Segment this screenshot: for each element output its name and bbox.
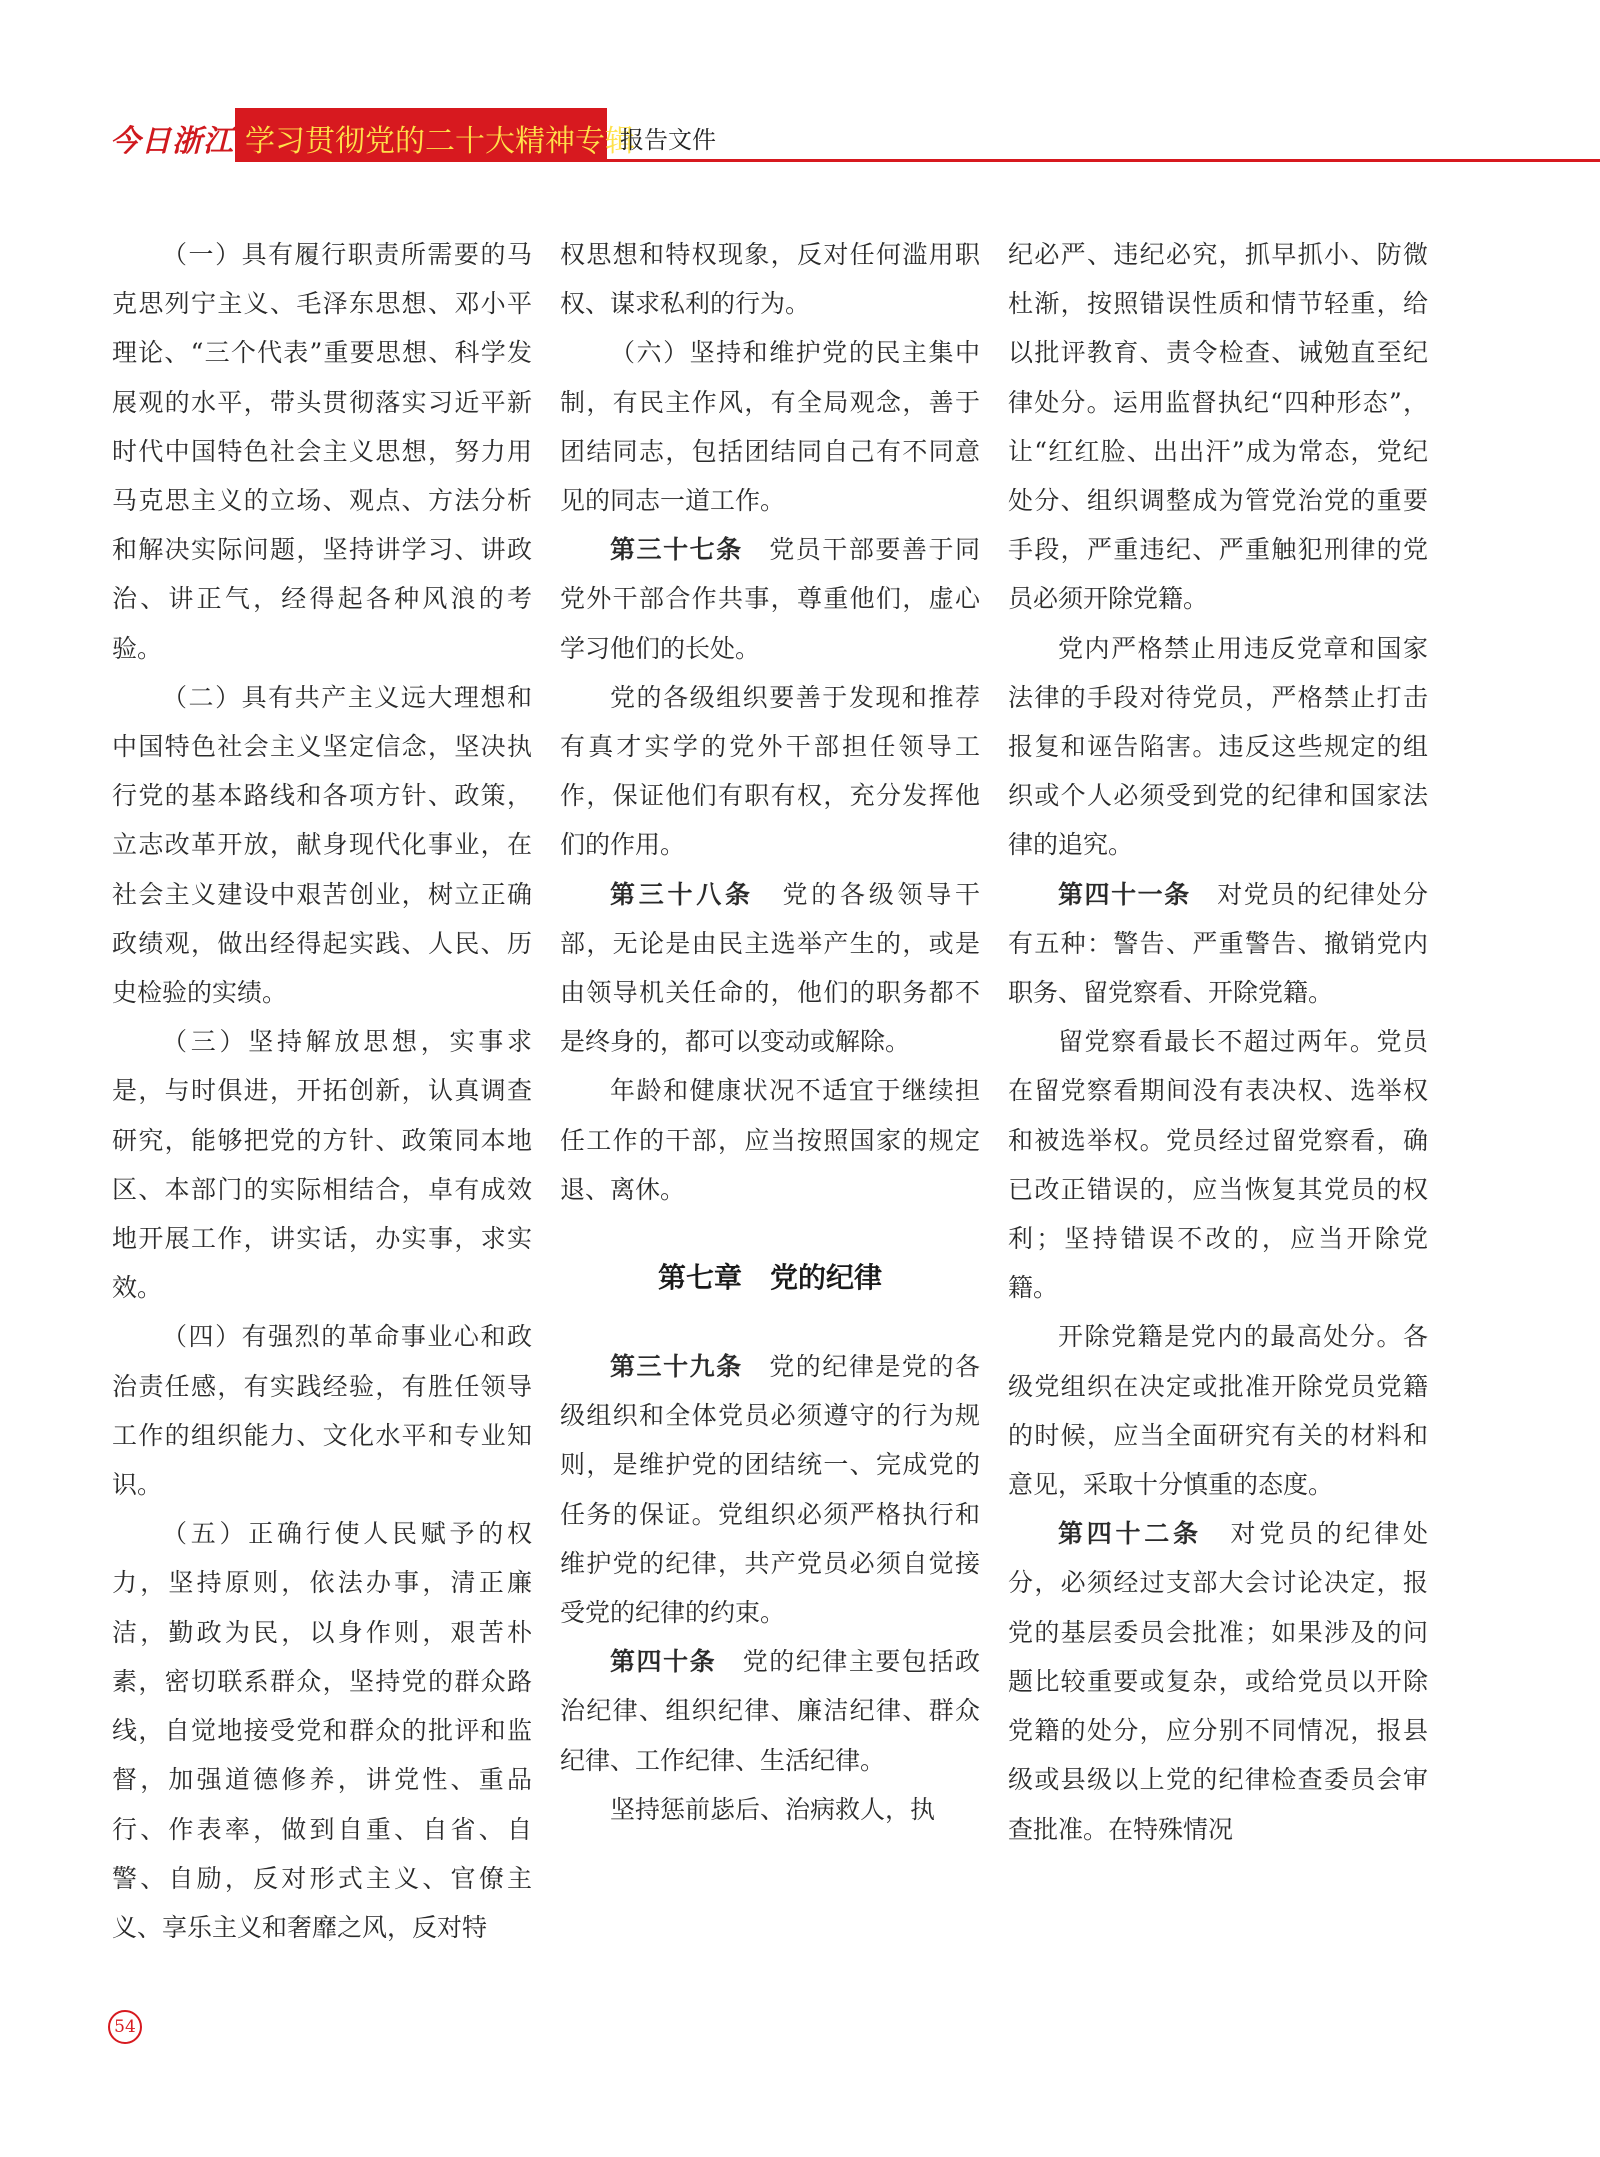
paragraph: （二）具有共产主义远大理想和中国特色社会主义坚定信念，坚决执行党的基本路线和各项方针、政策，立志改革开放，献身现代化事业，在社会主义建设中艰苦创业，树立正确政绩观，做出经得起实践、人民、历史检验的实绩。 <box>112 682 532 1008</box>
paragraph: （四）有强烈的革命事业心和政治责任感，有实践经验，有胜任领导工作的组织能力、文化水平和专业知识。 <box>112 1322 532 1500</box>
article-label: 第四十二条 <box>1058 1519 1202 1549</box>
page-number: 54 <box>108 2010 142 2044</box>
article-40 <box>560 1637 980 1785</box>
article-text: 党的纪律是党的各级组织和全体党员必须遵守的行为规则，是维护党的团结统一、完成党的任务的保证。党组织必须严格执行和维护党的纪律，共产党员必须自觉接受党的纪律的约束。 <box>560 1352 980 1628</box>
article-42 <box>1008 1509 1428 1853</box>
article-text: 对党员的纪律处分有五种：警告、严重警告、撤销党内职务、留党察看、开除党籍。 <box>1008 879 1428 1008</box>
article-label: 第三十九条 <box>610 1352 743 1382</box>
paragraph: 开除党籍是党内的最高处分。各级党组织在决定或批准开除党员党籍的时候，应当全面研究有关的材料和意见，采取十分慎重的态度。 <box>1008 1322 1428 1500</box>
header-rule <box>607 159 1600 162</box>
paragraph: 党内严格禁止用违反党章和国家法律的手段对待党员，严格禁止打击报复和诬告陷害。违反这些规定的组织或个人必须受到党的纪律和国家法律的追究。 <box>1008 633 1428 860</box>
text-column-2 <box>560 230 980 1834</box>
article-label: 第三十八条 <box>610 879 754 909</box>
paragraph: （六）坚持和维护党的民主集中制，有民主作风，有全局观念，善于团结同志，包括团结同自己有不同意见的同志一道工作。 <box>560 338 980 516</box>
article-39 <box>560 1342 980 1637</box>
paragraph: 坚持惩前毖后、治病救人，执 <box>610 1794 936 1824</box>
article-label: 第四十一条 <box>1058 879 1191 909</box>
paragraph: 留党察看最长不超过两年。党员在留党察看期间没有表决权、选举权和被选举权。党员经过留党察看，确已改正错误的，应当恢复其党员的权利；坚持错误不改的，应当开除党籍。 <box>1008 1027 1428 1303</box>
text-column-1 <box>112 230 532 1952</box>
paragraph: （三）坚持解放思想，实事求是，与时俱进，开拓创新，认真调查研究，能够把党的方针、政策同本地区、本部门的实际相结合，卓有成效地开展工作，讲实话，办实事，求实效。 <box>112 1027 532 1303</box>
article-41 <box>1008 870 1428 1018</box>
header-band <box>235 108 1600 162</box>
special-issue-banner <box>235 108 635 162</box>
article-label: 第四十条 <box>610 1647 717 1677</box>
special-issue-title: 学习贯彻党的二十大精神专辑 <box>245 124 635 159</box>
paragraph: （五）正确行使人民赋予的权力，坚持原则，依法办事，清正廉洁，勤政为民，以身作则，艰苦朴素，密切联系群众，坚持党的群众路线，自觉地接受党和群众的批评和监督，加强道德修养，讲党性、重品行、作表率，做到自重、自省、自警、自励，反对形式主义、官僚主义、享乐主义和奢靡之风，反对特 <box>112 1519 532 1942</box>
text-column-3 <box>1008 230 1428 1854</box>
paragraph-continued: 纪必严、违纪必究，抓早抓小、防微杜渐，按照错误性质和情节轻重，给以批评教育、责令检查、诫勉直至纪律处分。运用监督执纪“四种形态”，让“红红脸、出出汗”成为常态，党纪处分、组织调整成为管党治党的重要手段，严重违纪、严重触犯刑律的党员必须开除党籍。 <box>1008 240 1428 614</box>
magazine-logo: 今日浙江 <box>110 124 234 159</box>
page-header <box>110 108 1600 162</box>
article-text: 对党员的纪律处分，必须经过支部大会讨论决定，报党的基层委员会批准；如果涉及的问题比较重要或复杂，或给党员以开除党籍的处分，应分别不同情况，报县级或县级以上党的纪律检查委员会审查批准。在特殊情况 <box>1008 1519 1428 1844</box>
section-label: 报告文件 <box>620 126 716 154</box>
article-label: 第三十七条 <box>610 535 743 565</box>
article-text: 党员干部要善于同党外干部合作共事，尊重他们，虚心学习他们的长处。 <box>560 535 980 663</box>
article-text: 党的纪律主要包括政治纪律、组织纪律、廉洁纪律、群众纪律、工作纪律、生活纪律。 <box>560 1647 980 1775</box>
article-38 <box>560 870 980 1067</box>
paragraph: （一）具有履行职责所需要的马克思列宁主义、毛泽东思想、邓小平理论、“三个代表”重要思想、科学发展观的水平，带头贯彻落实习近平新时代中国特色社会主义思想，努力用马克思主义的立场、观点、方法分析和解决实际问题，坚持讲学习、讲政治、讲正气，经得起各种风浪的考验。 <box>112 240 532 663</box>
chapter-heading: 第七章 党的纪律 <box>657 1261 882 1295</box>
paragraph-continued: 权思想和特权现象，反对任何滥用职权、谋求私利的行为。 <box>560 240 980 319</box>
article-37 <box>560 525 980 673</box>
article-text: 党的各级领导干部，无论是由民主选举产生的，或是由领导机关任命的，他们的职务都不是终身的，都可以变动或解除。 <box>560 879 980 1057</box>
paragraph: 年龄和健康状况不适宜于继续担任工作的干部，应当按照国家的规定退、离休。 <box>560 1076 980 1204</box>
paragraph: 党的各级组织要善于发现和推荐有真才实学的党外干部担任领导工作，保证他们有职有权，充分发挥他们的作用。 <box>560 682 980 860</box>
